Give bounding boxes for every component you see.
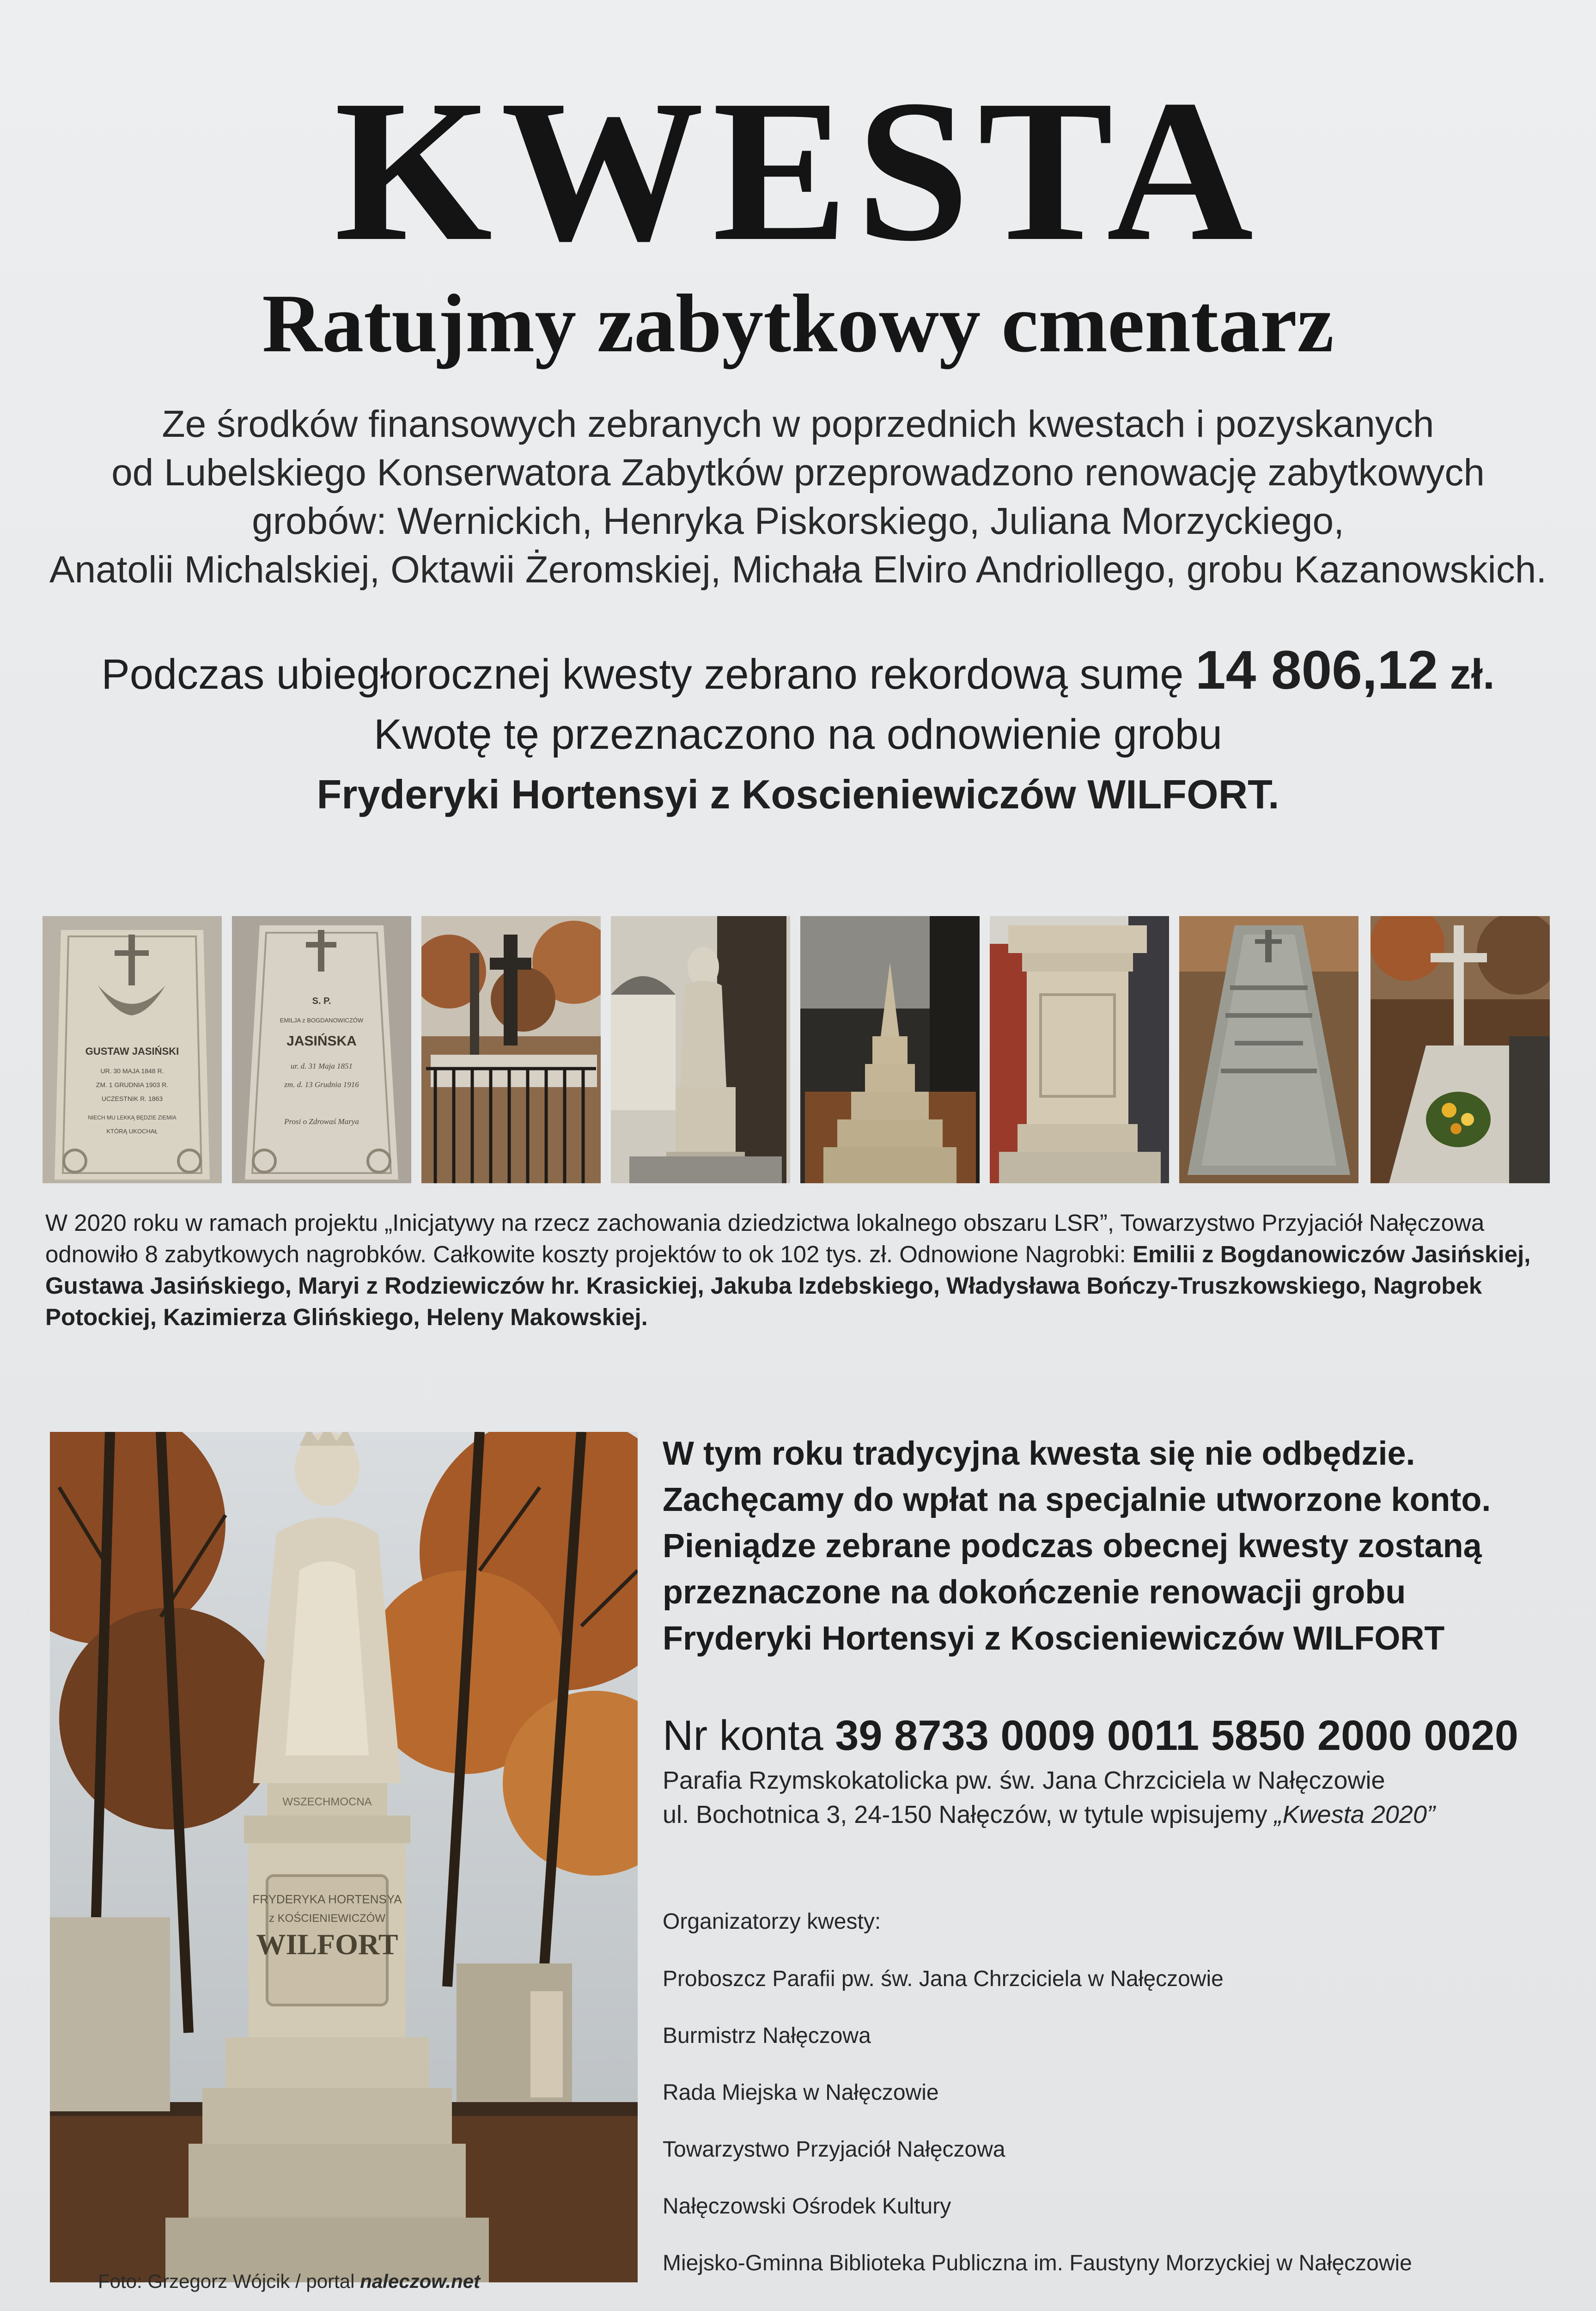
appeal-paragraph (663, 1431, 1568, 1662)
monument-plaque-text: WILFORT (256, 1928, 398, 1961)
recipient-line: Parafia Rzymskokatolicka pw. św. Jana Chrzciciela w Nałęczowie (663, 1767, 1385, 1794)
gallery-photo-cross-grave (1371, 916, 1550, 1183)
account-number: 39 8733 0009 0011 5850 2000 0020 (835, 1712, 1518, 1759)
tombstone-text: S. P. (312, 996, 331, 1006)
project-caption (45, 1207, 1556, 1333)
record-grave-name: Fryderyki Hortensyi z Koscieniewiczów WILFORT. (317, 771, 1279, 817)
account-recipient (663, 1763, 1568, 1832)
intro-line: Anatolii Michalskiej, Oktawii Żeromskiej, Michała Elviro Andriollego, grobu Kazanowskich. (49, 549, 1547, 591)
gallery-photo-pedestal-monument (990, 916, 1169, 1183)
tombstone-text: ur. d. 31 Maja 1851 (290, 1062, 353, 1070)
organizer-item: Towarzystwo Przyjaciół Nałęczowa (663, 2137, 1005, 2162)
poster-title: KWESTA (334, 58, 1262, 283)
tombstone-text: EMILJA z BOGDANOWICZÓW (280, 1017, 364, 1024)
transfer-title: „Kwesta 2020” (1274, 1801, 1435, 1828)
tombstone-text: NIECH MU LEKKĄ BĘDZIE ZIEMIA (88, 1114, 177, 1121)
credit-site: naleczow.net (360, 2270, 481, 2292)
gallery-photo-statue-grave (611, 916, 790, 1183)
monument-plinth-text: WSZECHMOCNA (282, 1796, 372, 1808)
tombstone-text: Prosi o Zdrowaś Marya (284, 1117, 359, 1126)
gallery-photo-emilia-jasinska (232, 916, 411, 1183)
intro-line: od Lubelskiego Konserwatora Zabytków przeprowadzono renowację zabytkowych (111, 452, 1485, 494)
intro-line: grobów: Wernickich, Henryka Piskorskiego, Juliana Morzyckiego, (252, 500, 1344, 542)
record-currency: zł. (1450, 651, 1495, 698)
credit-text: Foto: Grzegorz Wójcik / portal (98, 2270, 355, 2292)
poster-subtitle: Ratujmy zabytkowy cmentarz (262, 277, 1334, 369)
tombstone-text: KTÓRĄ UKOCHAŁ (106, 1128, 158, 1135)
tombstone-text: UR. 30 MAJA 1848 R. (100, 1067, 164, 1075)
intro-line: Ze środków finansowych zebranych w poprzednich kwestach i pozyskanych (162, 403, 1434, 445)
intro-paragraph (46, 400, 1550, 594)
gallery-photo-granite-slab (1179, 916, 1358, 1183)
tombstone-text: ZM. 1 GRUDNIA 1903 R. (96, 1081, 169, 1088)
gallery-photo-obelisk (800, 916, 980, 1183)
appeal-line: Pieniądze zebrane podczas obecnej kwesty zostaną (663, 1528, 1482, 1565)
organizers-heading: Organizatorzy kwesty: (663, 1909, 881, 1934)
organizer-item: Rada Miejska w Nałęczowie (663, 2080, 939, 2105)
tombstone-gallery (43, 916, 1550, 1183)
caption-renovated-names: Emilii z Bogdanowiczów Jasińskiej, Gustawa Jasińskiego, Maryi z Rodziewiczów hr. Krasickiej, Jakuba Izdebskiego, Władysława Bończy-Truszkowskiego, Nagrobek Potockiej, Kazimierza Glińskiego, Heleny Makowskiej. (45, 1241, 1531, 1330)
organizer-item: Proboszcz Parafii pw. św. Jana Chrzciciela w Nałęczowie (663, 1967, 1224, 1991)
record-purpose: Kwotę tę przeznaczono na odnowienie grobu (373, 711, 1223, 758)
record-amount: 14 806,12 (1195, 640, 1438, 701)
tombstone-text: GUSTAW JASIŃSKI (85, 1045, 179, 1057)
recipient-line (663, 1797, 1568, 1832)
gallery-photo-iron-fence-grave (421, 916, 601, 1183)
photo-credit (98, 2268, 480, 2294)
account-label: Nr konta (663, 1712, 823, 1759)
record-line (46, 640, 1550, 704)
tombstone-text: UCZESTNIK R. 1863 (101, 1095, 163, 1102)
organizer-item: Nałęczowski Ośrodek Kultury (663, 2194, 951, 2219)
appeal-line: W tym roku tradycyjna kwesta się nie odbędzie. (663, 1435, 1415, 1472)
organizer-item: Burmistrz Nałęczowa (663, 2024, 871, 2048)
recipient-address: ul. Bochotnica 3, 24-150 Nałęczów, w tytule wpisujemy (663, 1801, 1267, 1828)
appeal-line: Fryderyki Hortensyi z Koscieniewiczów WILFORT (663, 1620, 1445, 1657)
organizers-list (663, 1965, 1568, 2306)
tombstone-text: JASIŃSKA (286, 1033, 357, 1049)
appeal-line: przeznaczone na dokończenie renowacji grobu (663, 1574, 1406, 1611)
monument-plaque-text: FRYDERYKA HORTENSYA (252, 1892, 402, 1906)
wilfort-monument-photo (50, 1432, 638, 2282)
appeal-line: Zachęcamy do wpłat na specjalnie utworzone konto. (663, 1481, 1491, 1518)
gallery-photo-gustaw-jasinski (43, 916, 222, 1183)
monument-plaque-text: z KOŚCIENIEWICZÓW (269, 1912, 385, 1925)
caption-text: W 2020 roku w ramach projektu „Inicjatywy na rzecz zachowania dziedzictwa lokalnego obszaru LSR”, Towarzystwo Przyjaciół Nałęczowa odnowiło 8 zabytkowych nagrobków. Całkowite koszty projektów to ok 102 tys. zł. Odnowione Nagrobki: (45, 1210, 1485, 1267)
bank-account (663, 1710, 1568, 1761)
record-collection (46, 640, 1550, 825)
tombstone-text: zm. d. 13 Grudnia 1916 (284, 1080, 359, 1089)
organizer-item: Miejsko-Gminna Biblioteka Publiczna im. Faustyny Morzyckiej w Nałęczowie (663, 2251, 1412, 2275)
record-text: Podczas ubiegłorocznej kwesty zebrano rekordową sumę (101, 651, 1184, 698)
